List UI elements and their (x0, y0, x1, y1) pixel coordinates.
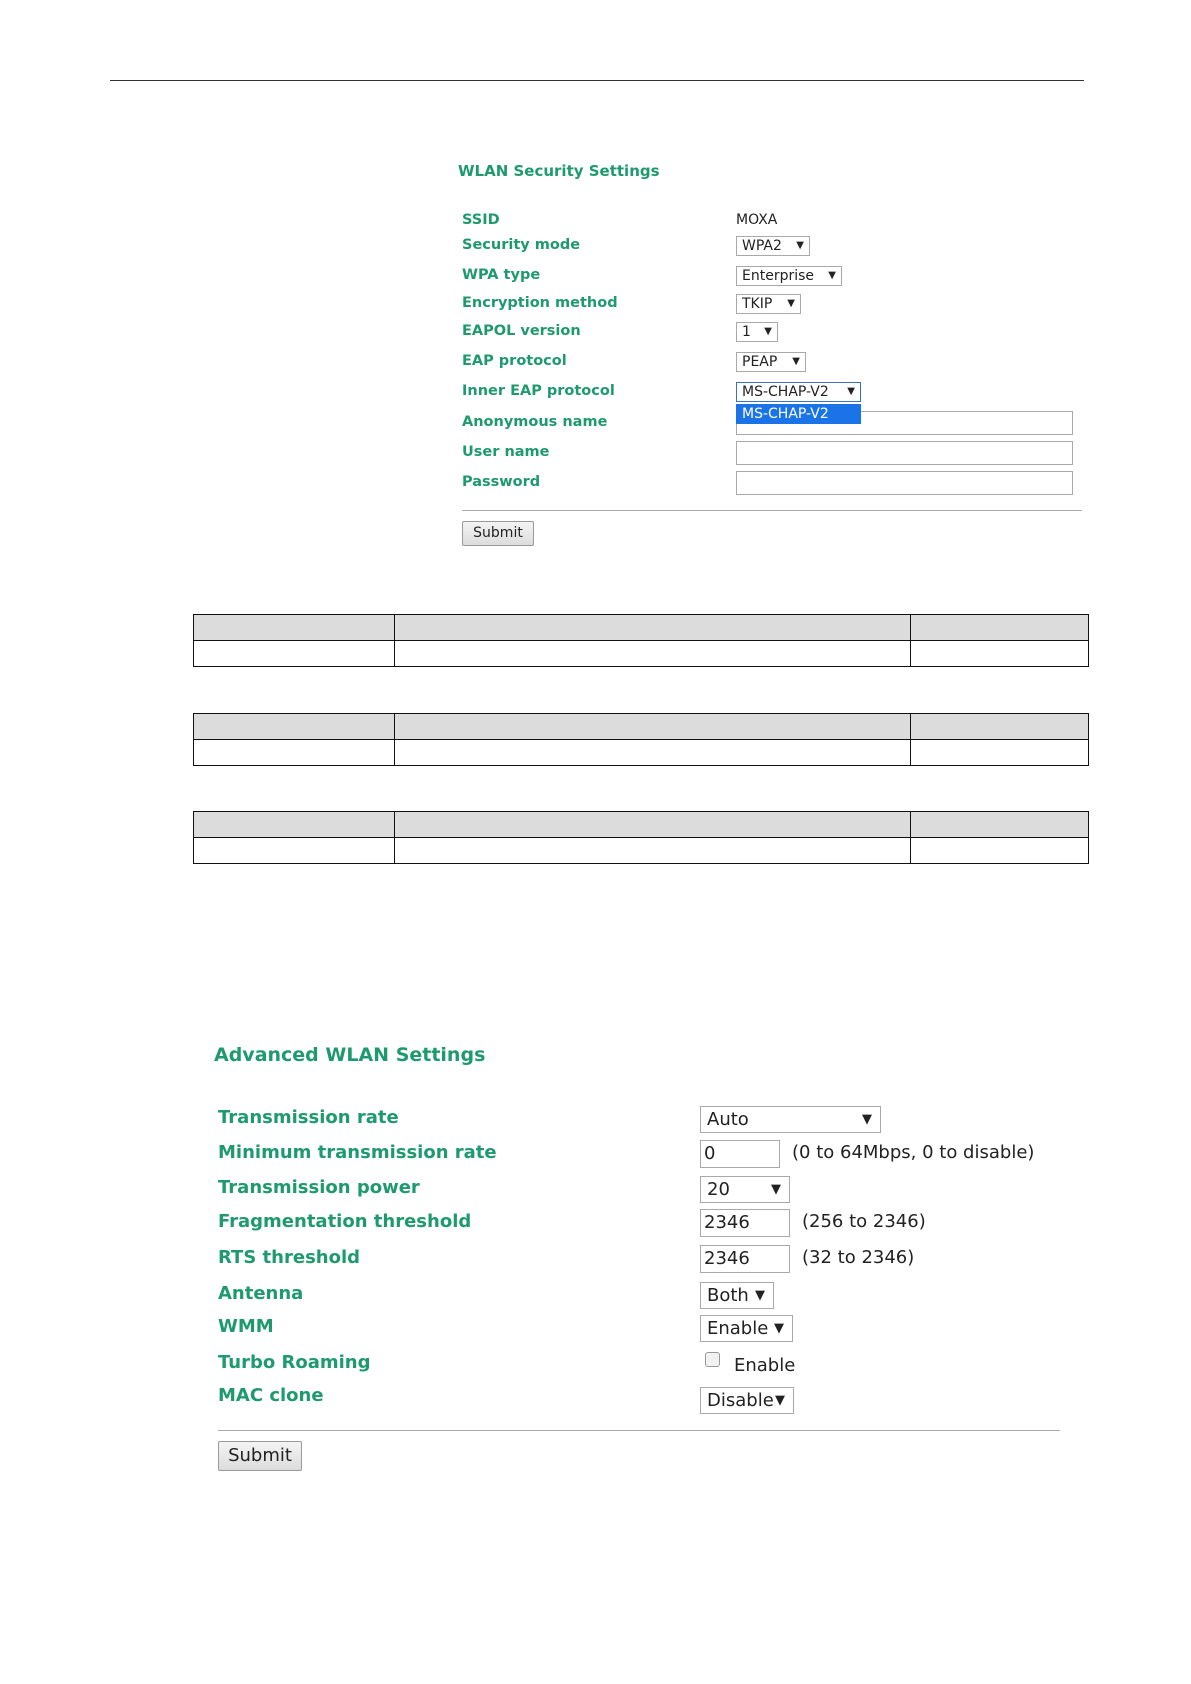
ssid-label: SSID (462, 212, 500, 228)
anonymous-name-label: Anonymous name (462, 414, 608, 430)
blank-table-3 (193, 811, 1089, 864)
wpa-type-select[interactable] (736, 266, 842, 286)
advanced-title: Advanced WLAN Settings (214, 1044, 486, 1066)
table-cell (395, 838, 911, 864)
wpa-type-value: Enterprise (742, 268, 815, 284)
min-tx-rate-label: Minimum transmission rate (218, 1142, 497, 1163)
eap-protocol-select[interactable] (736, 352, 806, 372)
chevron-down-icon: ▼ (774, 1321, 784, 1336)
tx-power-value: 20 (707, 1179, 730, 1200)
blank-table-1 (193, 614, 1089, 667)
security-mode-select[interactable] (736, 236, 810, 256)
chevron-down-icon: ▼ (862, 1112, 872, 1127)
chevron-down-icon: ▼ (775, 1393, 785, 1408)
tx-rate-value: Auto (707, 1109, 749, 1130)
chevron-down-icon: ▼ (771, 1182, 781, 1197)
antenna-label: Antenna (218, 1283, 304, 1304)
password-input[interactable] (736, 471, 1073, 495)
ssid-value: MOXA (736, 212, 778, 228)
mac-clone-label: MAC clone (218, 1385, 324, 1406)
advanced-submit-button[interactable]: Submit (218, 1441, 302, 1471)
table-cell (395, 641, 911, 667)
antenna-select[interactable] (700, 1282, 774, 1309)
table-header-cell (194, 615, 395, 641)
table-header-cell (194, 812, 395, 838)
chevron-down-icon: ▼ (828, 270, 836, 281)
security-mode-value: WPA2 (742, 238, 782, 254)
min-tx-rate-hint: (0 to 64Mbps, 0 to disable) (792, 1142, 1035, 1163)
eap-protocol-label: EAP protocol (462, 353, 567, 369)
frag-threshold-hint: (256 to 2346) (802, 1211, 926, 1232)
eapol-value: 1 (742, 324, 751, 340)
table-cell (194, 641, 395, 667)
security-mode-label: Security mode (462, 237, 581, 253)
wmm-value: Enable (707, 1318, 769, 1339)
table-cell (395, 740, 911, 766)
security-divider (462, 510, 1082, 511)
tx-power-label: Transmission power (218, 1177, 420, 1198)
table-cell (911, 838, 1089, 864)
security-submit-button[interactable]: Submit (462, 521, 534, 546)
min-tx-rate-input[interactable]: 0 (700, 1140, 780, 1168)
table-header-cell (395, 812, 911, 838)
eap-protocol-value: PEAP (742, 354, 778, 370)
chevron-down-icon: ▼ (764, 326, 772, 337)
user-name-label: User name (462, 444, 550, 460)
table-cell (194, 838, 395, 864)
advanced-divider (218, 1430, 1060, 1431)
encryption-value: TKIP (742, 296, 773, 312)
frag-threshold-label: Fragmentation threshold (218, 1211, 472, 1232)
turbo-roaming-label: Turbo Roaming (218, 1352, 371, 1373)
table-header-cell (194, 714, 395, 740)
chevron-down-icon: ▼ (792, 356, 800, 367)
turbo-roaming-checkbox[interactable] (705, 1352, 720, 1367)
table-header-cell (395, 615, 911, 641)
eapol-label: EAPOL version (462, 323, 581, 339)
table-header-cell (911, 615, 1089, 641)
rts-threshold-input[interactable]: 2346 (700, 1245, 790, 1273)
chevron-down-icon: ▼ (755, 1288, 765, 1303)
inner-eap-option[interactable]: MS-CHAP-V2 (736, 404, 861, 424)
inner-eap-select[interactable] (736, 382, 861, 402)
chevron-down-icon: ▼ (847, 386, 855, 397)
wmm-select[interactable] (700, 1315, 793, 1342)
encryption-select[interactable] (736, 294, 801, 314)
mac-clone-select[interactable] (700, 1387, 794, 1414)
wpa-type-label: WPA type (462, 267, 541, 283)
password-label: Password (462, 474, 541, 490)
eapol-select[interactable] (736, 322, 778, 342)
table-header-cell (911, 812, 1089, 838)
chevron-down-icon: ▼ (787, 298, 795, 309)
table-header-cell (911, 714, 1089, 740)
table-cell (911, 641, 1089, 667)
mac-clone-value: Disable (707, 1390, 774, 1411)
turbo-roaming-enable-label: Enable (734, 1355, 796, 1376)
security-title: WLAN Security Settings (458, 162, 660, 180)
tx-rate-select[interactable] (700, 1106, 881, 1133)
encryption-label: Encryption method (462, 295, 618, 311)
inner-eap-value: MS-CHAP-V2 (742, 384, 829, 400)
table-cell (911, 740, 1089, 766)
chevron-down-icon: ▼ (796, 240, 804, 251)
rts-threshold-label: RTS threshold (218, 1247, 361, 1268)
wmm-label: WMM (218, 1316, 274, 1337)
frag-threshold-input[interactable]: 2346 (700, 1209, 790, 1237)
page-top-rule (110, 80, 1084, 81)
table-header-cell (395, 714, 911, 740)
antenna-value: Both (707, 1285, 749, 1306)
tx-rate-label: Transmission rate (218, 1107, 399, 1128)
inner-eap-label: Inner EAP protocol (462, 383, 615, 399)
tx-power-select[interactable] (700, 1176, 790, 1203)
table-cell (194, 740, 395, 766)
rts-threshold-hint: (32 to 2346) (802, 1247, 915, 1268)
blank-table-2 (193, 713, 1089, 766)
user-name-input[interactable] (736, 441, 1073, 465)
